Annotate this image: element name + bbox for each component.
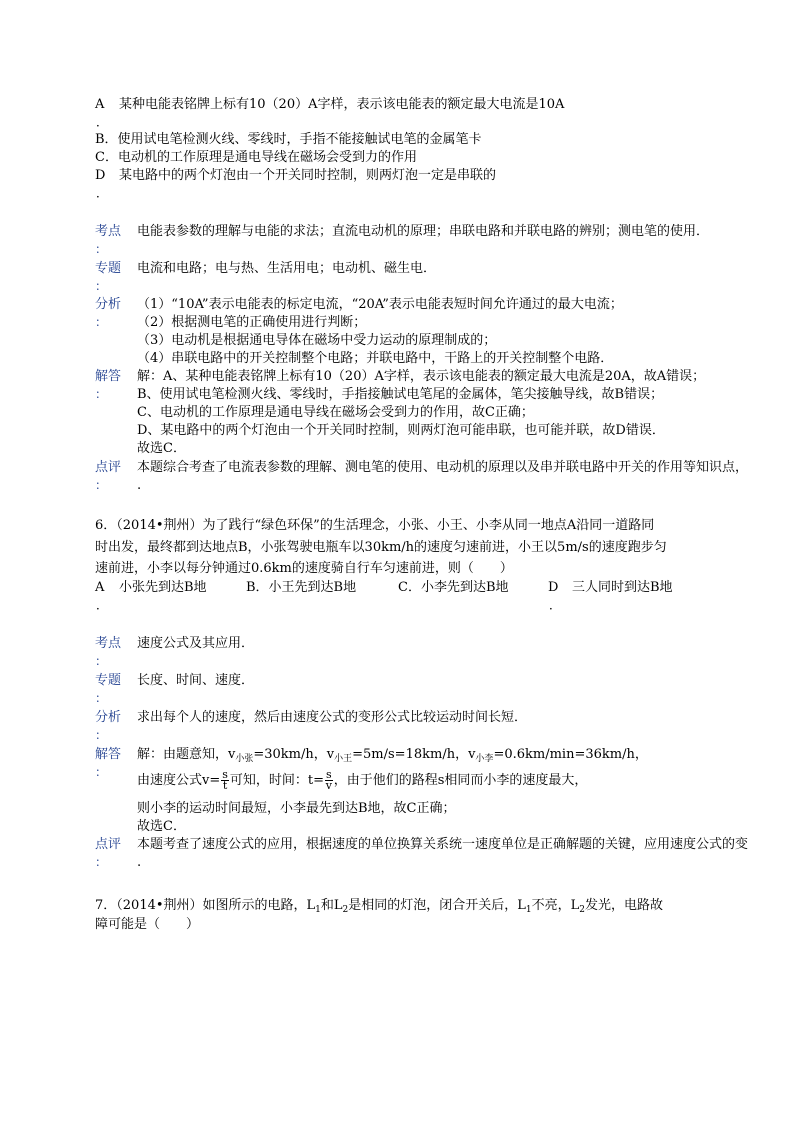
q6-jieda-line-2: 由速度公式v= $\frac{s}{t}$ 可知，时间：t= $\frac{s}{v}$ ，由于他们的路程s相同而小李的速度最大， [137,768,588,792]
q6-fenxi-colon: ： [95,728,108,742]
q6-option-a-dot: ． [96,598,109,612]
q6-option-d-dot: ． [549,598,562,612]
q5-jieda-colon: ： [95,387,108,401]
q6-kaodian-colon: ： [95,654,108,668]
q5-fenxi-line-4: （4）串联电路中的开关控制整个电路；并联电路中，干路上的开关控制整个电路． [137,351,614,366]
q5-jieda-label: 解答 [95,369,122,384]
q6-zhuanti-text: 长度、时间、速度． [137,673,255,688]
q6-jieda-label: 解答 [95,747,122,762]
q6-jieda-line-3: 则小李的运动时间最短，小李最先到达B地，故C正确； [137,801,456,816]
q5-option-d-letter: D [95,168,106,183]
q6-zhuanti-label: 专题 [95,673,122,688]
q5-fenxi-label: 分析 [95,297,122,312]
q5-dianping-colon: ： [95,478,108,492]
q5-option-c: C．电动机的工作原理是通电导线在磁场会受到力的作用 [95,150,417,165]
q5-jieda-line-2: B、使用试电笔检测火线、零线时，手指接触试电笔尾的金属体，笔尖接触导线，故B错误； [137,387,664,402]
q6-option-c: C．小李先到达B地 [398,580,509,595]
q6-jieda-line-1: 解：由题意知，$v_{小张}=30km/h$，$v_{小王}=5m/s=18km/h$，$v_{小李}=0.6km/\min=36km/h$， [137,747,648,764]
q5-jieda-line-1: 解：A、某种电能表铭牌上标有10（20）A字样，表示该电能表的额定最大电流是20A，故A错误； [137,369,706,384]
q5-option-a: 某种电能表铭牌上标有10（20）A字样，表示该电能表的额定最大电流是10A [119,97,565,112]
speed-fraction: $\frac{s}{t}$ [222,768,228,792]
q5-jieda-line-4: D、某电路中的两个灯泡由一个开关同时控制，则两灯泡可能串联，也可能并联，故D错误． [137,423,665,438]
q5-option-b: B．使用试电笔检测火线、零线时，手指不能接触试电笔的金属笔卡 [95,132,482,147]
q6-option-d-letter: D [548,580,559,595]
q6-option-a-letter: A [95,580,105,595]
q5-fenxi-colon: ： [95,315,108,329]
q5-zhuanti-colon: ： [95,279,108,293]
q5-dianping-text: 本题综合考查了电流表参数的理解、测电笔的使用、电动机的原理以及串并联电路中开关的作用等知识点， [137,460,749,475]
q6-fenxi-label: 分析 [95,710,122,725]
q6-stem-line-2: 时出发，最终都到达地点B，小张驾驶电瓶车以30km/h的速度匀速前进，小王以5m/s的速度跑步匀 [95,540,667,555]
q6-jieda-colon: ： [95,765,108,779]
q6-stem-line-3: 速前进，小李以每分钟通过0.6km的速度骑自行车匀速前进，则（ ） [95,561,513,576]
q5-kaodian-label: 考点 [95,224,122,239]
q6-dianping-colon: ： [95,855,108,869]
q7-stem-line-1: 7．（2014•荆州）如图所示的电路，$L_1$和$L_2$是相同的灯泡，闭合开关后，$L_1$不亮，$L_2$发光，电路故 [95,898,664,915]
q6-option-b: B．小王先到达B地 [246,580,357,595]
q5-fenxi-line-3: （3）电动机是根据通电导体在磁场中受力运动的原理制成的； [137,333,497,348]
q6-dianping-label: 点评 [95,837,122,852]
q5-dianping-label: 点评 [95,460,122,475]
q6-jieda-line-4: 故选C． [137,819,186,834]
q5-option-a-letter: A [95,97,105,112]
q5-dianping-end: . [137,478,142,493]
q5-fenxi-line-1: （1）“10A”表示电能表的标定电流，“20A”表示电能表短时间允许通过的最大电流； [137,297,623,312]
q6-dianping-text: 本题考查了速度公式的应用，根据速度的单位换算关系统一速度单位是正确解题的关键，应用速度公式的变 [137,837,749,852]
q5-zhuanti-label: 专题 [95,261,122,276]
q6-kaodian-label: 考点 [95,636,122,651]
q5-option-d-dot: ． [96,186,109,200]
q6-dianping-end: . [137,855,142,870]
q6-fenxi-text: 求出每个人的速度，然后由速度公式的变形公式比较运动时间长短． [137,710,528,725]
q5-fenxi-line-2: （2）根据测电笔的正确使用进行判断； [137,315,367,330]
q5-kaodian-text: 电能表参数的理解与电能的求法；直流电动机的原理；串联电路和并联电路的辨别；测电笔的使用． [137,224,710,239]
q5-jieda-line-5: 故选C． [137,441,186,456]
q5-jieda-line-3: C、电动机的工作原理是通电导线在磁场会受到力的作用，故C正确； [137,405,534,420]
q6-zhuanti-colon: ： [95,691,108,705]
q6-stem-line-1: 6．（2014•荆州）为了践行“绿色环保”的生活理念，小张、小王、小李从同一地点A沿同一道路同 [95,518,655,533]
q6-option-a: 小张先到达B地 [119,580,207,595]
q5-kaodian-colon: ： [95,242,108,256]
q5-zhuanti-text: 电流和电路；电与热、生活用电；电动机、磁生电． [137,261,437,276]
q5-option-a-dot: ． [96,115,109,129]
q6-kaodian-text: 速度公式及其应用． [137,636,255,651]
time-fraction: $\frac{s}{v}$ [325,768,332,792]
q6-option-d: 三人同时到达B地 [572,580,673,595]
q7-stem-line-2: 障可能是（ ） [95,917,200,932]
q5-option-d: 某电路中的两个灯泡由一个开关同时控制，则两灯泡一定是串联的 [119,168,497,183]
